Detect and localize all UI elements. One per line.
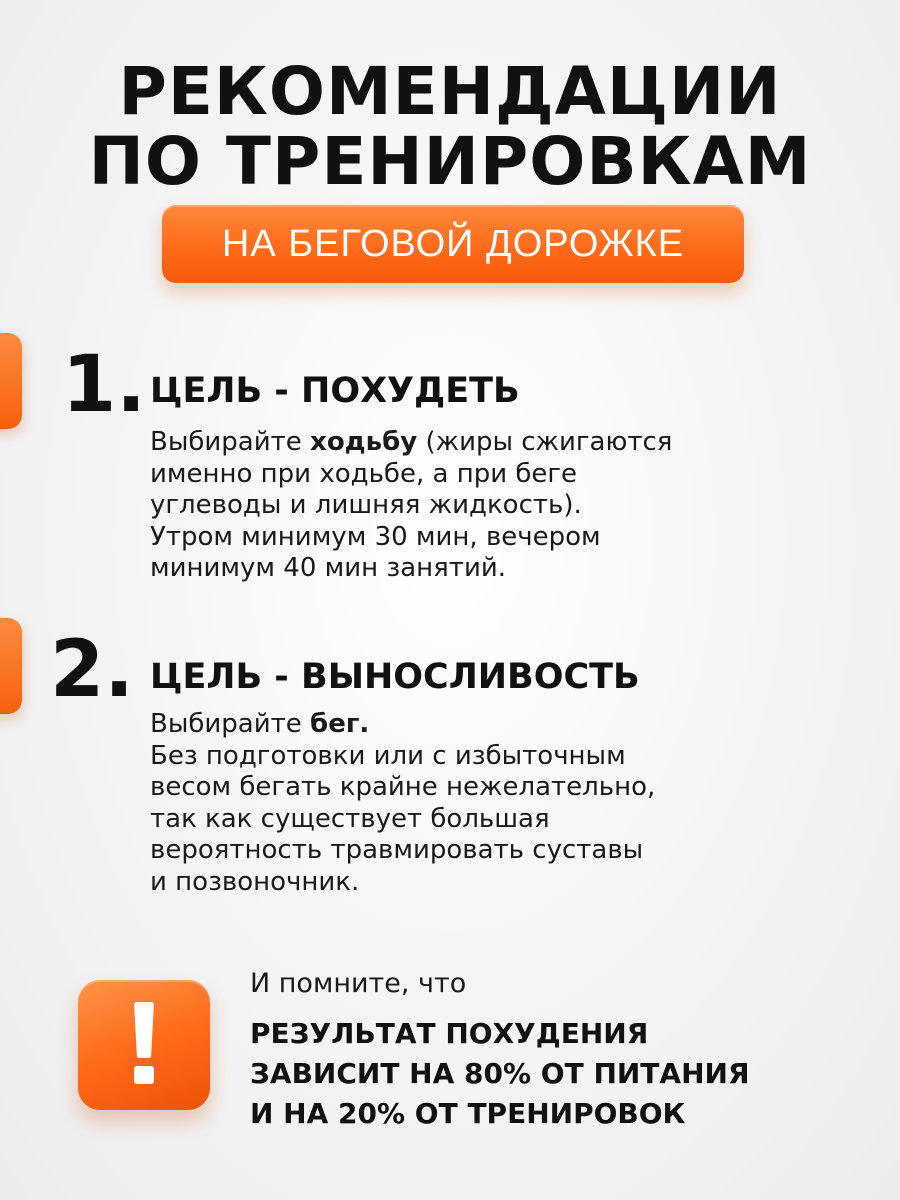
- reminder-line-1: РЕЗУЛЬТАТ ПОХУДЕНИЯ: [250, 1017, 649, 1050]
- section-1-line-1-end: (жиры сжигаются: [417, 427, 673, 457]
- section-1-text: [150, 427, 672, 585]
- section-2-text: [150, 709, 655, 898]
- section-2-line-2: Без подготовки или с избыточным: [150, 740, 626, 771]
- subtitle-badge-label: НА БЕГОВОЙ ДОРОЖКЕ: [221, 222, 685, 265]
- section-1-number: 1.: [62, 340, 146, 430]
- reminder-line-2: ЗАВИСИТ НА 80% ОТ ПИТАНИЯ: [250, 1057, 750, 1090]
- section-2-line-1-start: Выбирайте: [150, 709, 311, 739]
- reminder-statement: [250, 1014, 750, 1134]
- section-1-line-5: минимум 40 мин занятий.: [150, 553, 507, 583]
- page-title-line-1: РЕКОМЕНДАЦИИ: [118, 53, 782, 130]
- section-1-line-1-start: Выбирайте: [150, 427, 311, 457]
- reminder-line-3: И НА 20% ОТ ТРЕНИРОВОК: [250, 1097, 686, 1130]
- section-2-accent-tab: [0, 618, 22, 714]
- section-2-heading: ЦЕЛЬ - ВЫНОСЛИВОСТЬ: [150, 657, 640, 697]
- section-1-highlight: ходьбу: [310, 427, 418, 457]
- section-2-line-5: вероятность травмировать суставы: [150, 835, 644, 865]
- section-1-line-4: Утром минимум 30 мин, вечером: [150, 521, 601, 552]
- page-title-line-2: ПО ТРЕНИРОВКАМ: [88, 123, 812, 200]
- section-1-accent-tab: [0, 333, 22, 429]
- section-1-line-2: именно при ходьбе, а при беге: [150, 458, 578, 489]
- exclamation-bar: [134, 1002, 154, 1058]
- section-2-line-1: [150, 709, 655, 741]
- exclamation-dot: [134, 1066, 154, 1084]
- section-2-line-6: и позвоночник.: [150, 866, 360, 897]
- section-2-number: 2.: [50, 625, 134, 715]
- section-1-line-3: углеводы и лишняя жидкость).: [150, 490, 582, 520]
- subtitle-badge: [162, 205, 744, 283]
- section-2-highlight: бег.: [310, 709, 370, 739]
- section-2-line-3: весом бегать крайне нежелательно,: [150, 772, 656, 802]
- section-1-heading: ЦЕЛЬ - ПОХУДЕТЬ: [150, 371, 520, 411]
- section-1-line-1: [150, 427, 672, 459]
- reminder-intro: И помните, что: [250, 968, 467, 999]
- section-2-line-4: так как существует большая: [150, 803, 550, 834]
- exclamation-icon: [78, 980, 210, 1110]
